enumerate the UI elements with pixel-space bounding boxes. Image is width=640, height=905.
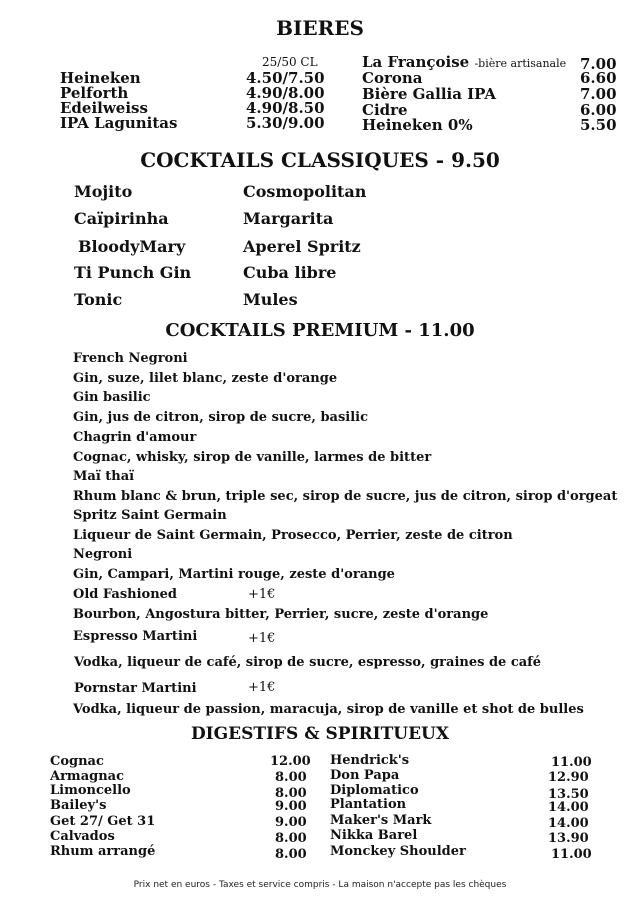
beer-price: 5.50 bbox=[580, 116, 617, 134]
digestif-name: Get 27/ Get 31 bbox=[50, 814, 156, 829]
premium-cocktail-desc: Vodka, liqueur de café, sirop de sucre, espresso, graines de café bbox=[74, 655, 542, 670]
beer-size-header: 25/50 CL bbox=[262, 55, 318, 69]
footer-note: Prix net en euros - Taxes et service compris - La maison n'accepte pas les chèques bbox=[133, 880, 507, 890]
spiritueux-price: 14.00 bbox=[548, 816, 589, 831]
digestif-price: 9.00 bbox=[275, 815, 307, 830]
beer-name: Cidre bbox=[362, 101, 408, 119]
beer-note: -bière artisanale bbox=[474, 57, 567, 70]
spiritueux-price: 14.00 bbox=[548, 800, 589, 815]
digestif-price: 12.00 bbox=[270, 754, 311, 769]
premium-supplement: +1€ bbox=[248, 631, 276, 646]
classic-cocktail: Cosmopolitan bbox=[243, 182, 367, 201]
classic-cocktail: Margarita bbox=[243, 209, 334, 228]
beer-price: 4.90/8.50 bbox=[246, 99, 325, 117]
spiritueux-name: Maker's Mark bbox=[330, 813, 432, 828]
beer-price: 6.60 bbox=[580, 69, 617, 87]
digestifs-title: DIGESTIFS & SPIRITUEUX bbox=[190, 724, 450, 744]
beer-price: 6.00 bbox=[580, 101, 617, 119]
digestif-name: Armagnac bbox=[50, 769, 124, 784]
premium-cocktail-desc: Vodka, liqueur de passion, maracuja, sirop de vanille et shot de bulles bbox=[73, 702, 584, 717]
premium-cocktail-name: Negroni bbox=[73, 547, 133, 562]
premium-cocktail-desc: Rhum blanc & brun, triple sec, sirop de sucre, jus de citron, sirop d'orgeat bbox=[73, 489, 618, 504]
classic-cocktail: Aperel Spritz bbox=[243, 237, 361, 256]
digestif-price: 8.00 bbox=[275, 847, 307, 862]
classic-cocktail: BloodyMary bbox=[78, 237, 186, 256]
premium-cocktail-desc: Bourbon, Angostura bitter, Perrier, sucre, zeste d'orange bbox=[73, 607, 489, 622]
spiritueux-name: Monckey Shoulder bbox=[330, 844, 466, 859]
premium-cocktail-name: Pornstar Martini bbox=[74, 681, 197, 696]
premium-cocktail-desc: Gin, jus de citron, sirop de sucre, basilic bbox=[73, 410, 369, 425]
beer-price: 5.30/9.00 bbox=[246, 114, 325, 132]
spiritueux-price: 11.00 bbox=[551, 847, 592, 862]
spiritueux-name: Hendrick's bbox=[330, 753, 410, 768]
premium-supplement: +1€ bbox=[248, 680, 276, 695]
classic-cocktail: Tonic bbox=[74, 290, 123, 309]
digestif-name: Cognac bbox=[50, 754, 104, 769]
premium-cocktail-name: French Negroni bbox=[73, 351, 188, 366]
premium-cocktail-name: Old Fashioned bbox=[73, 587, 178, 602]
classiques-title: COCKTAILS CLASSIQUES - 9.50 bbox=[140, 148, 500, 172]
digestif-name: Bailey's bbox=[50, 798, 107, 813]
premium-cocktail-desc: Cognac, whisky, sirop de vanille, larmes de bitter bbox=[73, 450, 432, 465]
beer-name-text: La Françoise bbox=[362, 53, 470, 71]
premium-cocktail-desc: Liqueur de Saint Germain, Prosecco, Perrier, zeste de citron bbox=[73, 528, 513, 543]
beer-name: Edeilweiss bbox=[60, 99, 148, 117]
beer-name: Pelforth bbox=[60, 84, 129, 102]
classic-cocktail: Cuba libre bbox=[243, 263, 337, 282]
classic-cocktail: Ti Punch Gin bbox=[74, 263, 192, 282]
digestif-name: Rhum arrangé bbox=[50, 844, 156, 859]
premium-supplement: +1€ bbox=[248, 587, 276, 602]
classic-cocktail: Mojito bbox=[74, 182, 133, 201]
beer-price: 4.90/8.00 bbox=[246, 84, 325, 102]
classic-cocktail: Caïpirinha bbox=[74, 209, 169, 228]
spiritueux-name: Nikka Barel bbox=[330, 828, 418, 843]
spiritueux-price: 11.00 bbox=[551, 755, 592, 770]
bieres-title: BIERES bbox=[276, 16, 364, 40]
digestif-price: 8.00 bbox=[275, 770, 307, 785]
premium-cocktail-desc: Gin, suze, lilet blanc, zeste d'orange bbox=[73, 371, 338, 386]
spiritueux-price: 12.90 bbox=[548, 770, 589, 785]
digestif-name: Calvados bbox=[50, 829, 115, 844]
beer-name: Heineken bbox=[60, 69, 141, 87]
beer-price: 4.50/7.50 bbox=[246, 69, 325, 87]
premium-title: COCKTAILS PREMIUM - 11.00 bbox=[165, 320, 475, 341]
spiritueux-price: 13.90 bbox=[548, 831, 589, 846]
beer-price: 7.00 bbox=[580, 85, 617, 103]
premium-cocktail-name: Espresso Martini bbox=[73, 629, 198, 644]
premium-cocktail-name: Chagrin d'amour bbox=[73, 430, 197, 445]
premium-cocktail-desc: Gin, Campari, Martini rouge, zeste d'orange bbox=[73, 567, 395, 582]
beer-name: IPA Lagunitas bbox=[60, 114, 178, 132]
premium-cocktail-name: Maï thaï bbox=[73, 469, 135, 484]
digestif-name: Limoncello bbox=[50, 783, 131, 798]
premium-cocktail-name: Gin basilic bbox=[73, 390, 151, 405]
spiritueux-name: Plantation bbox=[330, 797, 407, 812]
beer-price: 7.00 bbox=[580, 55, 617, 73]
spiritueux-price: 13.50 bbox=[548, 787, 589, 802]
digestif-price: 8.00 bbox=[275, 786, 307, 801]
spiritueux-name: Diplomatico bbox=[330, 783, 419, 798]
digestif-price: 8.00 bbox=[275, 831, 307, 846]
premium-cocktail-name: Spritz Saint Germain bbox=[73, 508, 227, 523]
beer-name: Bière Gallia IPA bbox=[362, 85, 496, 103]
beer-name: Heineken 0% bbox=[362, 116, 473, 134]
classic-cocktail: Mules bbox=[243, 290, 298, 309]
beer-name: Corona bbox=[362, 69, 423, 87]
spiritueux-name: Don Papa bbox=[330, 768, 400, 783]
digestif-price: 9.00 bbox=[275, 799, 307, 814]
